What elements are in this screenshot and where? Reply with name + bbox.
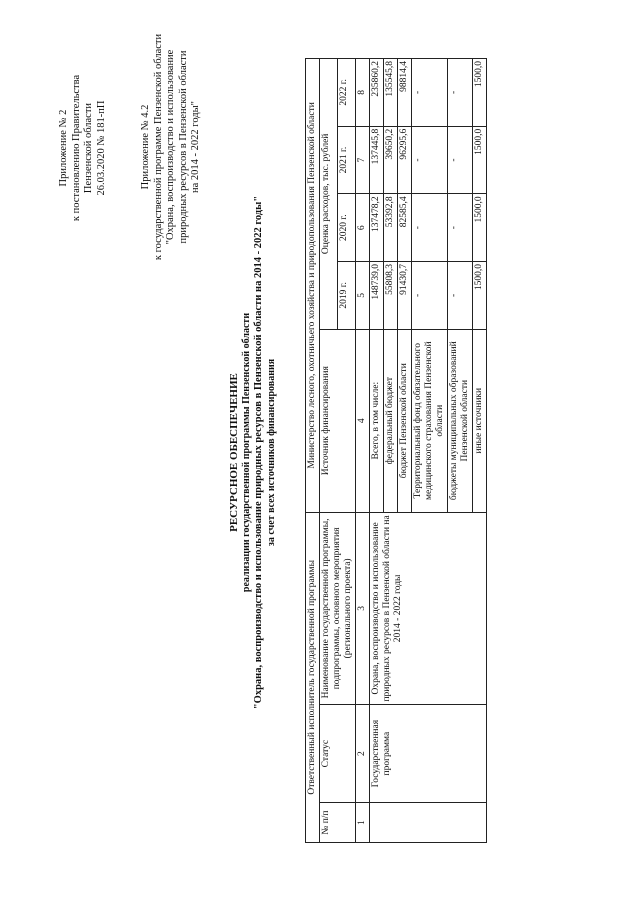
column-number: 1 <box>356 803 370 843</box>
value-cell: 39650,2 <box>384 126 398 194</box>
value-cell: 96295,6 <box>398 126 412 194</box>
row-source: федеральный бюджет <box>384 329 398 512</box>
table-header-row <box>320 59 338 843</box>
value-cell: 55808,3 <box>384 262 398 330</box>
col-header-no: № п/п <box>320 803 356 843</box>
value-cell: 137445,8 <box>370 126 384 194</box>
row-source: Территориальный фонд обязательного медицинского страхования Пензенской области <box>412 329 448 512</box>
value-cell: 148739,0 <box>370 262 384 330</box>
table-row <box>370 59 384 843</box>
row-name: Охрана, воспроизводство и использование природных ресурсов в Пензенской области на 2014 - 2022 годы <box>370 512 487 704</box>
col-header-status: Статус <box>320 705 356 803</box>
value-cell: - <box>412 126 448 194</box>
column-number: 3 <box>356 512 370 704</box>
value-cell: 135545,8 <box>384 59 398 127</box>
col-header-estimate: Оценка расходов, тыс. рублей <box>320 59 338 330</box>
appendix-decree-line: 26.03.2020 № 181-пП <box>95 100 107 196</box>
appendix-program-block <box>140 0 203 297</box>
document-heading: РЕСУРСНОЕ ОБЕСПЕЧЕНИЕ <box>228 373 240 532</box>
value-cell: 235860,2 <box>370 59 384 127</box>
column-number: 7 <box>356 126 370 194</box>
document-subheading: реализации государственной программы Пензенской области <box>240 312 252 593</box>
document-titles <box>228 60 278 845</box>
appendix-decree-line: Приложение № 2 <box>58 109 69 187</box>
value-cell: 82585,4 <box>398 194 412 262</box>
value-cell: - <box>412 194 448 262</box>
value-cell: - <box>412 59 448 127</box>
appendix-decree-block <box>58 63 108 233</box>
column-number: 4 <box>356 329 370 512</box>
appendix-decree-line: Пензенской области <box>83 102 94 194</box>
column-number: 2 <box>356 705 370 803</box>
column-number-row <box>356 59 370 843</box>
financing-note: за счет всех источников финансирования <box>265 358 277 547</box>
row-source: Всего, в том числе: <box>370 329 384 512</box>
row-source: бюджет Пензенской области <box>398 329 412 512</box>
column-number: 8 <box>356 59 370 127</box>
col-header-source: Источник финансирования <box>320 329 356 512</box>
value-cell: 1500,0 <box>473 262 487 330</box>
appendix-program-line: "Охрана, воспроизводство и использование <box>165 49 176 245</box>
column-number: 5 <box>356 262 370 330</box>
value-cell: - <box>448 126 473 194</box>
value-cell: 1500,0 <box>473 59 487 127</box>
value-cell: - <box>448 59 473 127</box>
appendix-program-line: природных ресурсов в Пензенской области <box>177 50 189 244</box>
value-cell: - <box>448 194 473 262</box>
row-number-cell <box>370 803 487 843</box>
value-cell: 137478,2 <box>370 194 384 262</box>
row-status: Государственная программа <box>370 705 487 803</box>
executor-label: Ответственный исполнитель государственной программы <box>306 512 320 842</box>
value-cell: 53392,8 <box>384 194 398 262</box>
table-header-row <box>306 59 320 843</box>
value-cell: - <box>448 262 473 330</box>
row-source: иные источники <box>473 329 487 512</box>
appendix-program-line: Приложение № 4.2 <box>140 104 151 190</box>
year-header: 2021 г. <box>338 126 356 194</box>
resource-table <box>305 58 487 843</box>
column-number: 6 <box>356 194 370 262</box>
row-source: бюджеты муниципальных образований Пензенской области <box>448 329 473 512</box>
value-cell: 1500,0 <box>473 194 487 262</box>
year-header: 2020 г. <box>338 194 356 262</box>
appendix-program-line: к государственной программе Пензенской области <box>152 33 164 261</box>
value-cell: - <box>412 262 448 330</box>
executor-name: Министерство лесного, охотничьего хозяйства и природопользования Пензенской области <box>306 59 320 513</box>
year-header: 2019 г. <box>338 262 356 330</box>
appendix-program-line: на 2014 - 2022 годы" <box>190 101 201 193</box>
col-header-name: Наименование государственной программы, подпрограммы, основного мероприятия (регионального проекта) <box>320 512 356 704</box>
program-name: "Охрана, воспроизводство и использование природных ресурсов в Пензенской области на 2014 - 2022 годы" <box>253 195 264 710</box>
value-cell: 91430,7 <box>398 262 412 330</box>
value-cell: 1500,0 <box>473 126 487 194</box>
year-header: 2022 г. <box>338 59 356 127</box>
appendix-decree-line: к постановлению Правительства <box>70 74 82 222</box>
value-cell: 98814,4 <box>398 59 412 127</box>
